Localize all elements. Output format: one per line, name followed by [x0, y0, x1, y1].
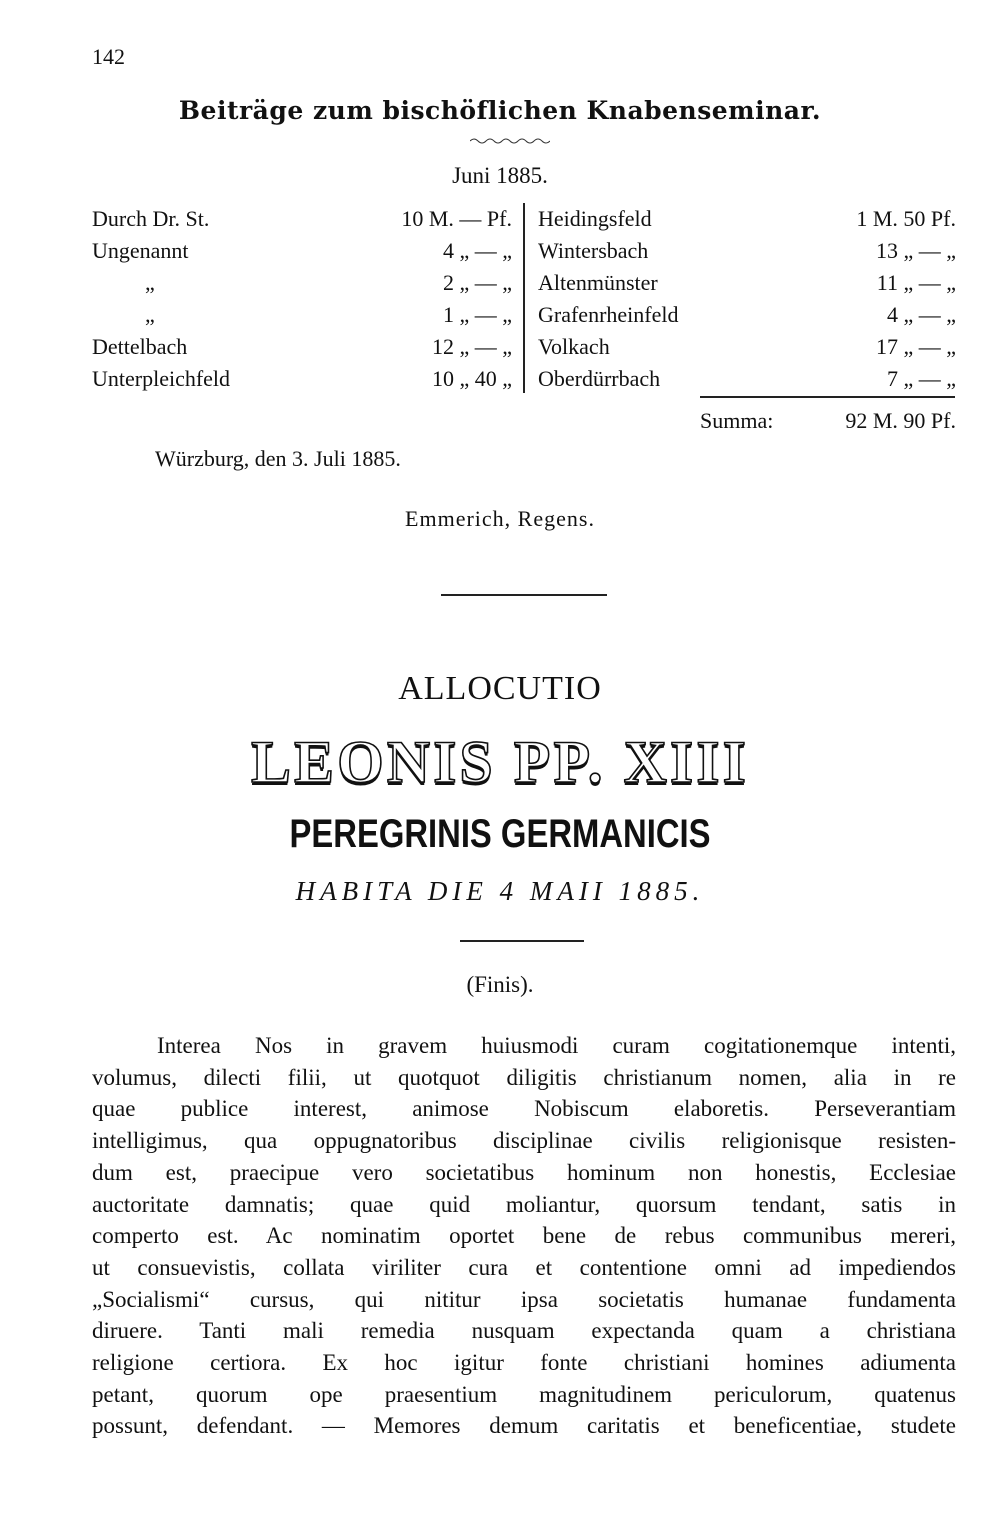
table-row	[538, 235, 956, 267]
table-row	[538, 331, 956, 363]
donor-name: Dettelbach	[92, 334, 188, 359]
table-row	[538, 299, 956, 331]
body-line: „Socialismi“ cursus, qui nititur ipsa societatis humanae fundamenta	[92, 1286, 956, 1312]
body-line: Interea Nos in gravem huiusmodi curam cogitationemque intenti,	[157, 1033, 956, 1058]
donation-amount: 17 „ — „	[875, 334, 956, 359]
table-row	[538, 267, 956, 299]
table-row	[92, 331, 512, 363]
body-line: ut consuevistis, collata viriliter cura et contentione omni ad impediendos	[92, 1254, 956, 1280]
table-row	[92, 363, 512, 395]
body-line: petant, quorum ope praesentium magnitudinem periculorum, quatenus	[92, 1381, 956, 1407]
donation-amount: 2 „ — „	[442, 270, 512, 295]
body-line: volumus, dilecti filii, ut quotquot diligitis christianum nomen, alia in re	[92, 1064, 956, 1090]
habita-heading: HABITA DIE 4 MAII 1885.	[295, 876, 705, 906]
body-line: possunt, defendant. — Memores demum caritatis et beneficentiae, studete	[92, 1413, 956, 1439]
body-line: comperto est. Ac nominatim oportet bene de rebus communibus mereri,	[92, 1223, 956, 1249]
page-number: 142	[92, 44, 125, 69]
separator-rule	[460, 940, 584, 942]
donor-name: Durch Dr. St.	[92, 206, 210, 231]
donation-amount: 12 „ — „	[431, 334, 512, 359]
donor-name: Volkach	[538, 334, 610, 359]
leonis-heading: LEONIS PP. XIII	[251, 729, 749, 795]
donation-amount: 10 M. — Pf.	[401, 206, 512, 231]
donation-amount: 13 „ — „	[875, 238, 956, 263]
peregrinis-heading: PEREGRINIS GERMANICIS	[289, 812, 711, 856]
donation-amount: 7 „ — „	[886, 366, 956, 391]
table-row	[538, 363, 956, 395]
body-paragraph	[92, 1030, 956, 1442]
body-line: diruere. Tanti mali remedia nusquam expectanda quam a christiana	[92, 1318, 956, 1344]
donation-amount: 11 „ — „	[876, 270, 956, 295]
table-row	[92, 267, 512, 299]
signature: Emmerich, Regens.	[405, 506, 595, 531]
finis-label: (Finis).	[466, 972, 534, 997]
body-line: religione certiora. Ex hoc igitur fonte christiani homines adiumenta	[92, 1350, 956, 1376]
donation-amount: 10 „ 40 „	[431, 366, 512, 391]
table-row	[92, 235, 512, 267]
ornament-squiggle	[470, 136, 550, 146]
donation-amount: 1 M. 50 Pf.	[856, 206, 956, 231]
donor-name: Ungenannt	[92, 238, 189, 263]
donor-name: Grafenrheinfeld	[538, 302, 679, 327]
body-line: quae publice interest, animose Nobiscum elaboretis. Perseverantiam	[92, 1096, 956, 1122]
month-heading: Juni 1885.	[452, 163, 548, 188]
sum-value: 92 M. 90 Pf.	[845, 408, 956, 433]
body-line: dum est, praecipue vero societatibus hominum non honestis, Ecclesiae	[92, 1159, 956, 1185]
donation-amount: 1 „ — „	[442, 302, 512, 327]
donor-name: „	[145, 302, 155, 327]
sum-label: Summa:	[700, 408, 774, 433]
donation-amount: 4 „ — „	[886, 302, 956, 327]
donor-name: Heidingsfeld	[538, 206, 652, 231]
sum-rule	[700, 396, 955, 398]
separator-rule	[441, 594, 607, 596]
donation-amount: 4 „ — „	[442, 238, 512, 263]
table-row	[538, 203, 956, 235]
donor-name: „	[145, 270, 155, 295]
column-divider	[523, 203, 525, 393]
allocutio-heading: ALLOCUTIO	[398, 670, 602, 707]
table-row	[92, 203, 512, 235]
donor-name: Unterpleichfeld	[92, 366, 231, 391]
donor-name: Wintersbach	[538, 238, 649, 263]
place-date: Würzburg, den 3. Juli 1885.	[155, 446, 401, 471]
table-row	[92, 299, 512, 331]
body-line: intelligimus, qua oppugnatoribus disciplinae civilis religionisque resisten-	[92, 1128, 956, 1154]
body-line: auctoritate damnatis; quae quid moliantur, quorsum tendant, satis in	[92, 1191, 956, 1217]
donor-name: Altenmünster	[538, 270, 658, 295]
donor-name: Oberdürrbach	[538, 366, 661, 391]
section-title: Beiträge zum bischöflichen Knabenseminar.	[178, 96, 822, 125]
